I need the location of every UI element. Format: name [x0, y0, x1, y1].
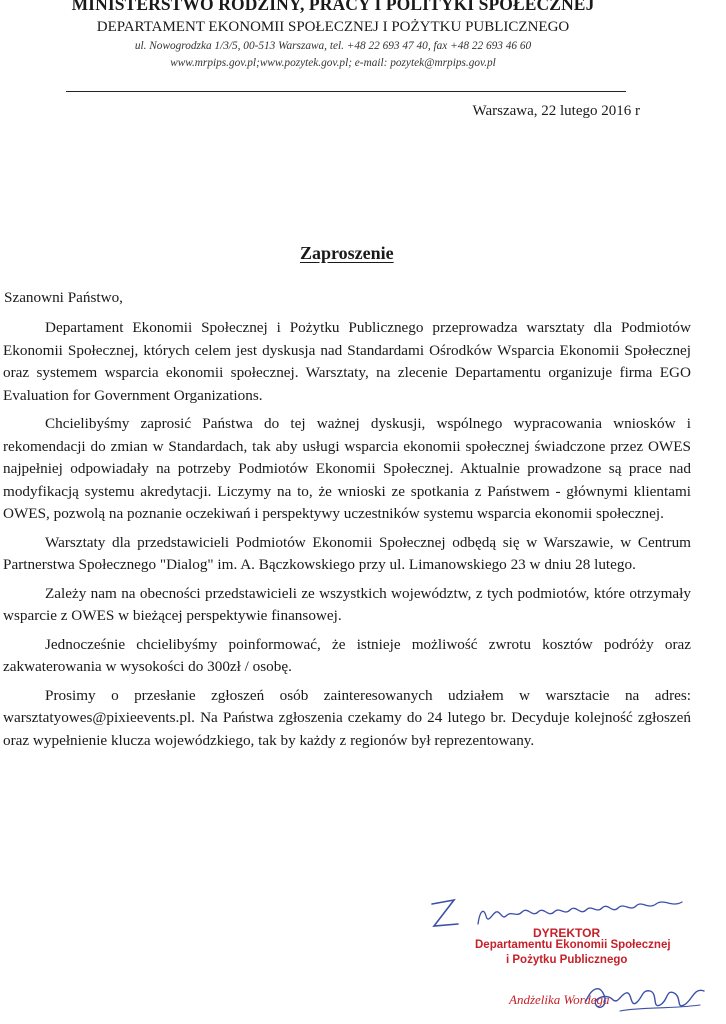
paragraph: Warsztaty dla przedstawicieli Podmiotów Ekonomii Społecznej odbędą się w Warszawie, w Centrum Partnerstwa Społecznego "Dialog" im. A. Bączkowskiego przy ul. Limanowskiego 23 w dniu 28 lutego.: [3, 533, 691, 573]
stamp-subdepartment: i Pożytku Publicznego: [506, 954, 628, 966]
ministry-name: MINISTERSTWO RODZINY, PRACY I POLITYKI SPOŁECZNEJ: [71, 0, 595, 14]
paragraph: Jednocześnie chcielibyśmy poinformować, że istnieje możliwość zwrotu kosztów podróży oraz zakwaterowania w wysokości do 300zł / osobę.: [3, 635, 691, 675]
header-divider: [66, 91, 626, 92]
salutation: Szanowni Państwo,: [4, 289, 123, 306]
stamp-department: Departamentu Ekonomii Społecznej: [475, 939, 671, 951]
department-address: ul. Nowogrodzka 1/3/5, 00-513 Warszawa, tel. +48 22 693 47 40, fax +48 22 693 46 60: [134, 40, 532, 52]
department-name: DEPARTAMENT EKONOMII SPOŁECZNEJ I POŻYTKU PUBLICZNEGO: [96, 19, 570, 35]
paragraph: Prosimy o przesłanie zgłoszeń osób zainteresowanych udziałem w warsztacie na adres: warsztatyowes@pixieevents.pl. Na Państwa zgłoszenia czekamy do 24 lutego br. Decyduje kolejność zgłoszeń oraz wypełnienie klucza wojewódzkiego, tak by każdy z regionów był reprezentowany.: [3, 686, 691, 749]
paragraph: Chcielibyśmy zaprosić Państwa do tej ważnej dyskusji, wspólnego wypracowania wniosków i rekomendacji do zmian w Standardach, tak aby usługi wsparcia ekonomii społecznej świadczone przez OWES najpełniej odpowiadały na potrzeby Podmiotów Ekonomii Społecznej. Aktualnie prowadzone są prace nad modyfikacją systemu akredytacji. Liczymy na to, że wnioski ze spotkania z Państwem - głównymi klientami OWES, pozwolą na poznanie oczekiwań i perspektywy uczestników systemu wsparcia ekonomii społecznej.: [3, 415, 691, 522]
department-web-contact: www.mrpips.gov.pl;www.pozytek.gov.pl; e-mail: pozytek@mrpips.gov.pl: [170, 57, 496, 69]
stamp-name: Andżelika Wordega: [509, 992, 610, 1007]
paragraph: Zależy nam na obecności przedstawicieli ze wszystkich województw, z tych podmiotów, które otrzymały wsparcie z OWES w bieżącej perspektywie finansowej.: [3, 584, 691, 624]
signature-icon: [580, 975, 720, 1020]
letter-body: [3, 317, 691, 758]
stamp-title: DYREKTOR: [533, 926, 601, 940]
letter-title: Zaproszenie: [300, 243, 394, 263]
paragraph: Departament Ekonomii Społecznej i Pożytku Publicznego przeprowadza warsztaty dla Podmiotów Ekonomii Społecznej, których celem jest dyskusja nad Standardami Ośrodków Wsparcia Ekonomii Społecznej oraz systemem wsparcia ekonomii społecznej. Warsztaty, na zlecenie Departamentu organizuje firma EGO Evaluation for Government Organizations.: [3, 319, 691, 404]
letter-date: Warszawa, 22 lutego 2016 r: [472, 103, 640, 119]
